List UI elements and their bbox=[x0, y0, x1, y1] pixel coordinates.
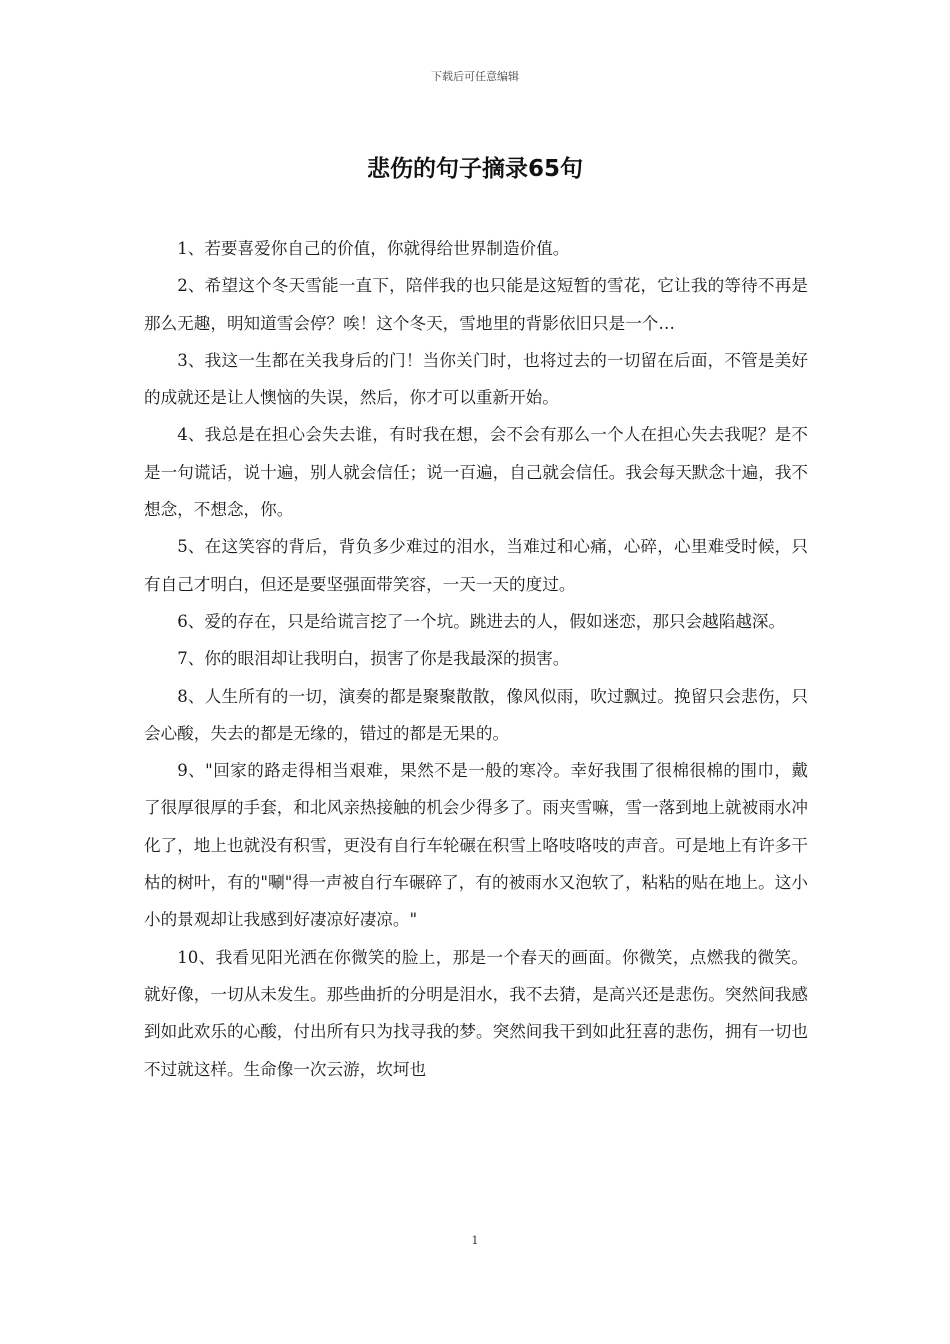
paragraph: 3、我这一生都在关我身后的门！当你关门时，也将过去的一切留在后面，不管是美好的成就还是让人懊恼的失误，然后，你才可以重新开始。 bbox=[144, 350, 808, 408]
paragraph: 1、若要喜爱你自己的价值，你就得给世界制造价值。 bbox=[177, 239, 570, 258]
page-title: 悲伤的句子摘录65句 bbox=[366, 156, 583, 182]
paragraph: 10、我看见阳光洒在你微笑的脸上，那是一个春天的画面。你微笑，点燃我的微笑。就好像，一切从未发生。那些曲折的分明是泪水，我不去猜，是高兴还是悲伤。突然间我感到如此欢乐的心酸，付出所有只为找寻我的梦。突然间我干到如此狂喜的悲伤，拥有一切也不过就这样。生命像一次云游，坎坷也 bbox=[144, 947, 808, 1079]
paragraph: 4、我总是在担心会失去谁，有时我在想，会不会有那么一个人在担心失去我呢？是不是一句谎话，说十遍，别人就会信任；说一百遍，自己就会信任。我会每天默念十遍，我不想念，不想念，你。 bbox=[144, 425, 808, 520]
page-number: 1 bbox=[471, 1234, 479, 1247]
paragraph: 5、在这笑容的背后，背负多少难过的泪水，当难过和心痛，心碎，心里难受时候，只有自己才明白，但还是要坚强面带笑容，一天一天的度过。 bbox=[144, 537, 808, 594]
paragraph: 2、希望这个冬天雪能一直下，陪伴我的也只能是这短暂的雪花，它让我的等待不再是那么无趣，明知道雪会停？唉！这个冬天，雪地里的背影依旧只是一个… bbox=[144, 276, 808, 333]
body-text bbox=[144, 230, 808, 1088]
paragraph: 7、你的眼泪却让我明白，损害了你是我最深的损害。 bbox=[177, 649, 570, 669]
header-note: 下载后可任意编辑 bbox=[431, 70, 519, 83]
paragraph: 8、人生所有的一切，演奏的都是聚聚散散，像风似雨，吹过飘过。挽留只会悲伤，只会心酸，失去的都是无缘的，错过的都是无果的。 bbox=[144, 686, 808, 743]
paragraph: 9、"回家的路走得相当艰难，果然不是一般的寒冷。幸好我围了很棉很棉的围巾，戴了很厚很厚的手套，和北风亲热接触的机会少得多了。雨夹雪嘛，雪一落到地上就被雨水冲化了，地上也就没有积雪，更没有自行车轮碾在积雪上咯吱咯吱的声音。可是地上有许多干枯的树叶，有的"唰"得一声被自行车碾碎了，有的被雨水又泡软了，粘粘的贴在地上。这小小的景观却让我感到好凄凉好凄凉。" bbox=[144, 761, 808, 930]
paragraph: 6、爱的存在，只是给谎言挖了一个坑。跳进去的人，假如迷恋，那只会越陷越深。 bbox=[177, 611, 786, 631]
